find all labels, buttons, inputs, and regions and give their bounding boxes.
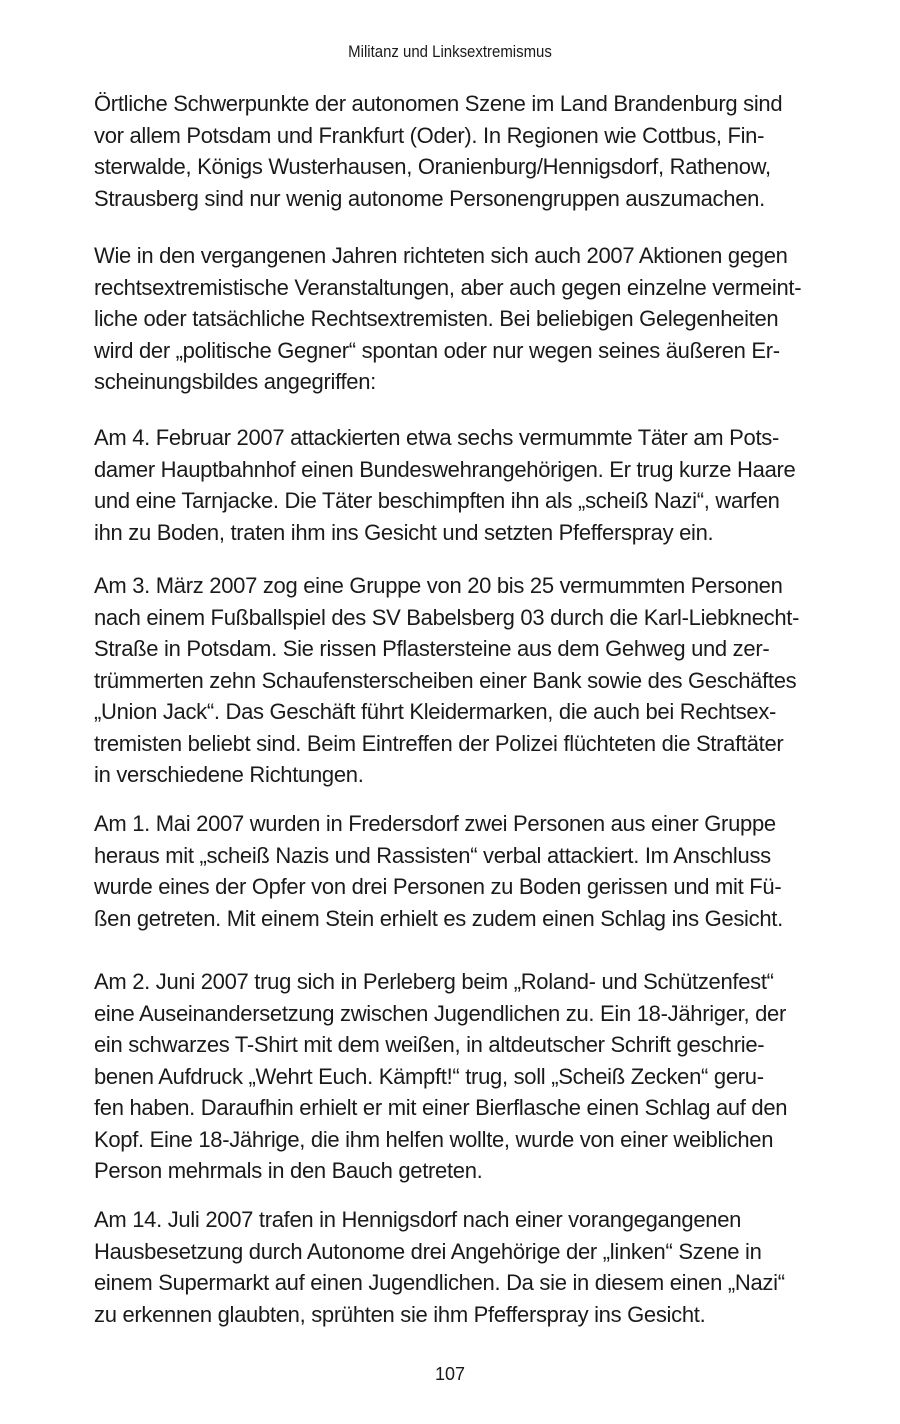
text-line: wurde eines der Opfer von drei Personen zu Boden gerissen und mit Fü- (94, 874, 782, 899)
text-line: tremisten beliebt sind. Beim Eintreffen der Polizei flüchteten die Straftäter (94, 730, 784, 756)
text-line: benen Aufdruck „Wehrt Euch. Kämpft!“ trug, soll „Scheiß Zecken“ geru- (94, 1063, 764, 1089)
text-line: heraus mit „scheiß Nazis und Rassisten“ verbal attackiert. Im Anschluss (94, 842, 771, 868)
text-line: „Union Jack“. Das Geschäft führt Kleidermarken, die auch bei Rechtsex- (94, 699, 777, 724)
text-line: in verschiedene Richtungen. (94, 762, 364, 787)
text-line: Örtliche Schwerpunkte der autonomen Szene im Land Brandenburg sind (94, 91, 783, 116)
text-line: Strausberg sind nur wenig autonome Personengruppen auszumachen. (94, 185, 765, 211)
text-line: trümmerten zehn Schaufensterscheiben einer Bank sowie des Geschäftes (94, 667, 797, 693)
text-line: Wie in den vergangenen Jahren richteten sich auch 2007 Aktionen gegen (94, 243, 788, 268)
text-line: Hausbesetzung durch Autonome drei Angehörige der „linken“ Szene in (94, 1238, 762, 1264)
text-line: nach einem Fußballspiel des SV Babelsberg 03 durch die Karl-Liebknecht- (94, 604, 800, 630)
running-header: Militanz und Linksextremismus (348, 42, 552, 61)
text-line: damer Hauptbahnhof einen Bundeswehrangehörigen. Er trug kurze Haare (94, 456, 796, 482)
text-line: eine Auseinandersetzung zwischen Jugendlichen zu. Ein 18-Jähriger, der (94, 1000, 787, 1026)
paragraph-may-incident (94, 808, 806, 934)
text-line: ihn zu Boden, traten ihm ins Gesicht und setzten Pfefferspray ein. (94, 519, 714, 545)
text-line: zu erkennen glaubten, sprühten sie ihm Pfefferspray ins Gesicht. (94, 1301, 706, 1327)
paragraph-march-incident (94, 570, 806, 791)
paragraph-july-incident (94, 1204, 806, 1330)
text-line: Am 1. Mai 2007 wurden in Fredersdorf zwei Personen aus einer Gruppe (94, 811, 776, 836)
text-line: und eine Tarnjacke. Die Täter beschimpften ihn als „scheiß Nazi“, warfen (94, 488, 780, 513)
text-line: Am 14. Juli 2007 trafen in Hennigsdorf nach einer vorangegangenen (94, 1207, 742, 1232)
text-line: ßen getreten. Mit einem Stein erhielt es zudem einen Schlag ins Gesicht. (94, 905, 783, 931)
text-line: sterwalde, Königs Wusterhausen, Oranienburg/Hennigsdorf, Rathenow, (94, 154, 771, 179)
text-line: Am 4. Februar 2007 attackierten etwa sechs vermummte Täter am Pots- (94, 425, 779, 450)
paragraph-regional-focus (94, 88, 806, 214)
text-line: Am 2. Juni 2007 trug sich in Perleberg beim „Roland- und Schützenfest“ (94, 969, 774, 994)
text-line: vor allem Potsdam und Frankfurt (Oder). In Regionen wie Cottbus, Fin- (94, 122, 765, 148)
text-line: wird der „politische Gegner“ spontan oder nur wegen seines äußeren Er- (94, 337, 780, 363)
text-line: einem Supermarkt auf einen Jugendlichen. Da sie in diesem einen „Nazi“ (94, 1270, 785, 1295)
paragraph-february-incident (94, 422, 806, 548)
text-line: liche oder tatsächliche Rechtsextremisten. Bei beliebigen Gelegenheiten (94, 306, 779, 331)
text-line: Person mehrmals in den Bauch getreten. (94, 1158, 483, 1183)
page-number: 107 (434, 1364, 466, 1384)
paragraph-june-incident (94, 966, 806, 1187)
text-line: scheinungsbildes angegriffen: (94, 369, 376, 394)
text-line: Kopf. Eine 18-Jährige, die ihm helfen wollte, wurde von einer weiblichen (94, 1126, 774, 1152)
paragraph-actions-2007 (94, 240, 806, 398)
text-line: rechtsextremistische Veranstaltungen, aber auch gegen einzelne vermeint- (94, 274, 802, 300)
text-line: Am 3. März 2007 zog eine Gruppe von 20 bis 25 vermummten Personen (94, 573, 783, 598)
text-line: fen haben. Daraufhin erhielt er mit einer Bierflasche einen Schlag auf den (94, 1095, 788, 1120)
text-line: ein schwarzes T-Shirt mit dem weißen, in altdeutscher Schrift geschrie- (94, 1032, 765, 1057)
text-line: Straße in Potsdam. Sie rissen Pflastersteine aus dem Gehweg und zer- (94, 636, 770, 661)
